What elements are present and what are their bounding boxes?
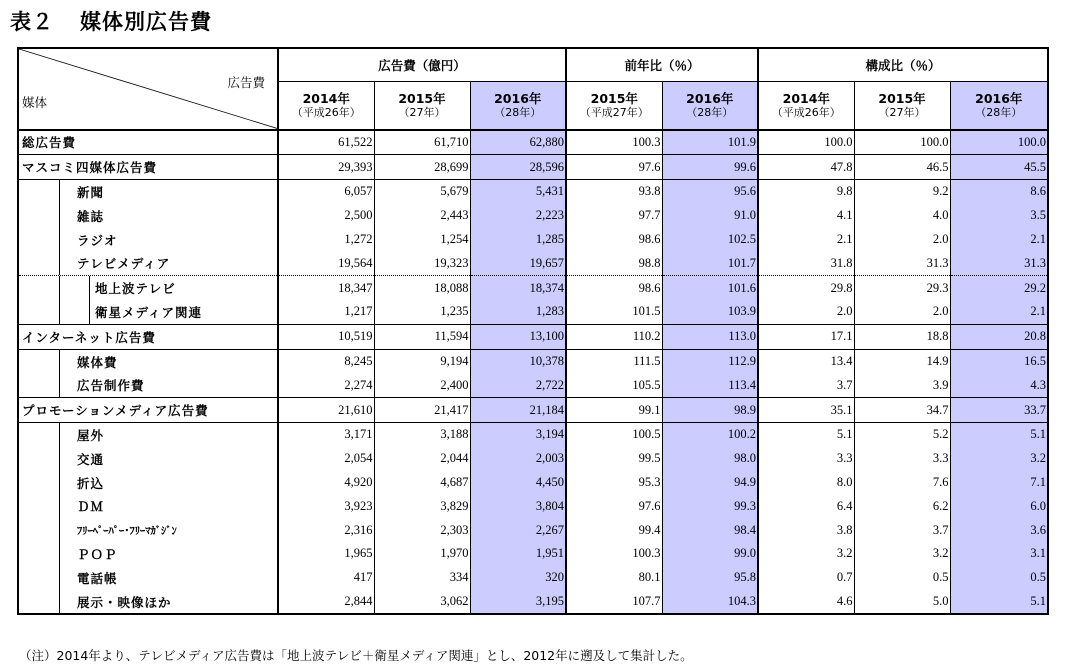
table-cell: 19,323 [374,251,470,275]
table-cell: 110.2 [566,324,662,349]
table-cell: 5.2 [854,423,950,447]
table-cell: 5,431 [470,180,566,204]
table-cell: 1,254 [374,228,470,252]
table-cell: 10,519 [278,324,374,349]
table-cell: 2,400 [374,373,470,397]
table-row [18,300,1048,324]
table-cell: 99.5 [566,447,662,471]
table-cell: 18.8 [854,324,950,349]
table-cell: 5.1 [950,590,1048,615]
table-cell: 0.5 [854,566,950,590]
table-cell: 1,272 [278,228,374,252]
table-cell: 113.0 [662,324,758,349]
table-cell: 95.8 [662,566,758,590]
table-row [18,155,1048,180]
table-cell: 20.8 [950,324,1048,349]
table-cell: 31.8 [758,251,854,275]
row-label: 広告制作費 [18,373,278,397]
table-cell: 4.3 [950,373,1048,397]
table-row [18,398,1048,423]
table-cell: 2,274 [278,373,374,397]
row-label: 雑誌 [18,204,278,228]
table-cell: 21,417 [374,398,470,423]
table-cell: 45.5 [950,155,1048,180]
row-label: インターネット広告費 [18,324,278,349]
year-sub: （27年） [398,106,446,120]
table-cell: 80.1 [566,566,662,590]
group-header-share: 構成比（％） [758,48,1048,82]
table-cell: 101.5 [566,300,662,324]
table-cell: 100.3 [566,542,662,566]
table-cell: 18,347 [278,276,374,300]
row-label: 展示・映像ほか [18,590,278,615]
table-row [18,518,1048,542]
table-cell: 334 [374,566,470,590]
table-cell: 2,054 [278,447,374,471]
table-row [18,566,1048,590]
row-label: 総広告費 [18,130,278,155]
table-title-text: 媒体別広告費 [80,10,212,34]
year-sub: （28年） [494,106,542,120]
footnote: （注）2014年より、テレビメディア広告費は「地上波テレビ＋衛星メディア関連」とし、2012年に遡及して集計した。 [19,648,693,663]
table-cell: 8,245 [278,349,374,373]
table-cell: 97.6 [566,494,662,518]
row-label: テレビメディア [18,251,278,275]
year-sub: （27年） [878,106,926,120]
table-cell: 98.6 [566,228,662,252]
corner-label-expense: 広告費 [227,75,265,90]
table-cell: 8.0 [758,471,854,495]
table-cell: 112.9 [662,349,758,373]
table-cell: 91.0 [662,204,758,228]
table-cell: 2,003 [470,447,566,471]
year-sub: （28年） [686,106,734,120]
table-cell: 2,844 [278,590,374,615]
table-row [18,251,1048,275]
year-sub: （平成26年） [771,106,841,120]
table-cell: 3,171 [278,423,374,447]
table-cell: 18,374 [470,276,566,300]
table-cell: 98.0 [662,447,758,471]
table-cell: 3,194 [470,423,566,447]
table-cell: 31.3 [950,251,1048,275]
year-header [470,82,566,130]
year-label: 2016年 [975,91,1023,107]
table-cell: 19,657 [470,251,566,275]
table-row [18,349,1048,373]
table-cell: 29,393 [278,155,374,180]
table-cell: 11,594 [374,324,470,349]
table-cell: 2.1 [950,300,1048,324]
table-row [18,447,1048,471]
table-cell: 1,951 [470,542,566,566]
year-label: 2015年 [878,91,926,107]
table-cell: 61,710 [374,130,470,155]
year-label: 2016年 [494,91,542,107]
header-group-row [18,48,1048,82]
table-cell: 5,679 [374,180,470,204]
table-cell: 100.2 [662,423,758,447]
row-label: ＰＯＰ [18,542,278,566]
table-cell: 0.7 [758,566,854,590]
table-cell: 1,235 [374,300,470,324]
table-cell: 95.6 [662,180,758,204]
table-cell: 1,283 [470,300,566,324]
table-cell: 103.9 [662,300,758,324]
table-cell: 5.1 [758,423,854,447]
table-row [18,204,1048,228]
year-header [278,82,374,130]
table-cell: 3.7 [854,518,950,542]
table-cell: 17.1 [758,324,854,349]
year-sub: （平成27年） [579,106,649,120]
table-cell: 29.8 [758,276,854,300]
table-cell: 5.1 [950,423,1048,447]
row-label: プロモーションメディア広告費 [18,398,278,423]
table-cell: 99.6 [662,155,758,180]
table-cell: 2.0 [758,300,854,324]
table-cell: 10,378 [470,349,566,373]
table-cell: 6.4 [758,494,854,518]
group-header-yoy: 前年比（％） [566,48,758,82]
table-cell: 111.5 [566,349,662,373]
table-number: 表２ [10,10,54,34]
table-cell: 2.1 [758,228,854,252]
table-cell: 28,596 [470,155,566,180]
table-row [18,228,1048,252]
table-cell: 320 [470,566,566,590]
table-cell: 2.0 [854,300,950,324]
table-cell: 6.0 [950,494,1048,518]
table-cell: 95.3 [566,471,662,495]
table-cell: 100.0 [854,130,950,155]
table-cell: 101.9 [662,130,758,155]
table-cell: 33.7 [950,398,1048,423]
year-header [374,82,470,130]
table-cell: 7.6 [854,471,950,495]
table-cell: 98.4 [662,518,758,542]
table-cell: 2,303 [374,518,470,542]
table-cell: 16.5 [950,349,1048,373]
table-row [18,494,1048,518]
table-cell: 13.4 [758,349,854,373]
table-cell: 101.7 [662,251,758,275]
year-header [854,82,950,130]
row-label: 地上波テレビ [18,276,278,300]
table-cell: 100.3 [566,130,662,155]
table-cell: 99.0 [662,542,758,566]
table-cell: 2,500 [278,204,374,228]
table-row [18,373,1048,397]
year-label: 2014年 [302,91,350,107]
table-cell: 2.1 [950,228,1048,252]
row-label: 衛星メディア関連 [18,300,278,324]
table-cell: 100.0 [950,130,1048,155]
table-cell: 9.8 [758,180,854,204]
table-cell: 35.1 [758,398,854,423]
table-cell: 5.0 [854,590,950,615]
table-row [18,423,1048,447]
table-cell: 4.0 [854,204,950,228]
table-cell: 4.1 [758,204,854,228]
year-header [950,82,1048,130]
table-cell: 1,970 [374,542,470,566]
table-cell: 6.2 [854,494,950,518]
table-row [18,276,1048,300]
table-cell: 3.3 [758,447,854,471]
table-cell: 3,195 [470,590,566,615]
year-label: 2015年 [590,91,638,107]
table-row [18,471,1048,495]
table-cell: 62,880 [470,130,566,155]
row-label: 新聞 [18,180,278,204]
row-label: マスコミ四媒体広告費 [18,155,278,180]
table-cell: 13,100 [470,324,566,349]
table-cell: 104.3 [662,590,758,615]
table-cell: 100.0 [758,130,854,155]
table-cell: 2.0 [854,228,950,252]
table-cell: 100.5 [566,423,662,447]
table-cell: 417 [278,566,374,590]
table-cell: 94.9 [662,471,758,495]
table-cell: 98.8 [566,251,662,275]
table-cell: 105.5 [566,373,662,397]
year-label: 2015年 [398,91,446,107]
table-cell: 4,687 [374,471,470,495]
table-cell: 99.3 [662,494,758,518]
table-cell: 21,184 [470,398,566,423]
table-cell: 98.9 [662,398,758,423]
table-cell: 99.1 [566,398,662,423]
row-label: 折込 [18,471,278,495]
table-cell: 3.3 [854,447,950,471]
year-header [566,82,662,130]
table-cell: 107.7 [566,590,662,615]
table-cell: 3.2 [758,542,854,566]
group-header-expense: 広告費（億円） [278,48,566,82]
table-cell: 29.2 [950,276,1048,300]
table-cell: 46.5 [854,155,950,180]
table-cell: 3.6 [950,518,1048,542]
table-cell: 61,522 [278,130,374,155]
row-label: 媒体費 [18,349,278,373]
table-cell: 97.7 [566,204,662,228]
table-cell: 97.6 [566,155,662,180]
table-cell: 1,965 [278,542,374,566]
table-cell: 3.2 [854,542,950,566]
table-cell: 2,316 [278,518,374,542]
table-cell: 7.1 [950,471,1048,495]
row-label: ﾌﾘｰﾍﾟｰﾊﾟｰ･ﾌﾘｰﾏｶﾞｼﾞﾝ [18,518,278,542]
table-cell: 102.5 [662,228,758,252]
year-label: 2016年 [686,91,734,107]
table-cell: 101.6 [662,276,758,300]
table-cell: 3.9 [854,373,950,397]
table-cell: 29.3 [854,276,950,300]
table-cell: 3,829 [374,494,470,518]
row-label: 交通 [18,447,278,471]
table-cell: 4.6 [758,590,854,615]
table-cell: 47.8 [758,155,854,180]
table-cell: 2,443 [374,204,470,228]
table-cell: 3.2 [950,447,1048,471]
year-header [758,82,854,130]
table-row [18,542,1048,566]
table-row [18,590,1048,615]
year-header [662,82,758,130]
table-cell: 0.5 [950,566,1048,590]
table-cell: 2,267 [470,518,566,542]
table-cell: 4,920 [278,471,374,495]
table-cell: 21,610 [278,398,374,423]
table-cell: 1,285 [470,228,566,252]
table-cell: 3,188 [374,423,470,447]
table-cell: 3.1 [950,542,1048,566]
table-cell: 34.7 [854,398,950,423]
table-cell: 19,564 [278,251,374,275]
table-cell: 93.8 [566,180,662,204]
table-cell: 2,722 [470,373,566,397]
table-cell: 4,450 [470,471,566,495]
table-cell: 1,217 [278,300,374,324]
year-sub: （28年） [975,106,1023,120]
table-cell: 28,699 [374,155,470,180]
row-label: ラジオ [18,228,278,252]
table-cell: 2,044 [374,447,470,471]
table-cell: 6,057 [278,180,374,204]
table-title [10,6,212,36]
table-row [18,324,1048,349]
table-cell: 3,804 [470,494,566,518]
corner-label-media: 媒体 [22,95,48,110]
year-sub: （平成26年） [291,106,361,120]
table-cell: 3,923 [278,494,374,518]
table-cell: 14.9 [854,349,950,373]
table-cell: 3.5 [950,204,1048,228]
advertising-expenditure-table [17,47,1049,615]
table-cell: 18,088 [374,276,470,300]
table-cell: 3.8 [758,518,854,542]
table-cell: 3,062 [374,590,470,615]
table-cell: 3.7 [758,373,854,397]
year-label: 2014年 [782,91,830,107]
table-row [18,130,1048,155]
table-cell: 98.6 [566,276,662,300]
header-corner [18,48,278,130]
table-cell: 31.3 [854,251,950,275]
row-label: 電話帳 [18,566,278,590]
table-cell: 113.4 [662,373,758,397]
table-cell: 8.6 [950,180,1048,204]
table-cell: 9.2 [854,180,950,204]
table-row [18,180,1048,204]
row-label: 屋外 [18,423,278,447]
table-cell: 99.4 [566,518,662,542]
table-cell: 9,194 [374,349,470,373]
row-label: ＤＭ [18,494,278,518]
table-cell: 2,223 [470,204,566,228]
